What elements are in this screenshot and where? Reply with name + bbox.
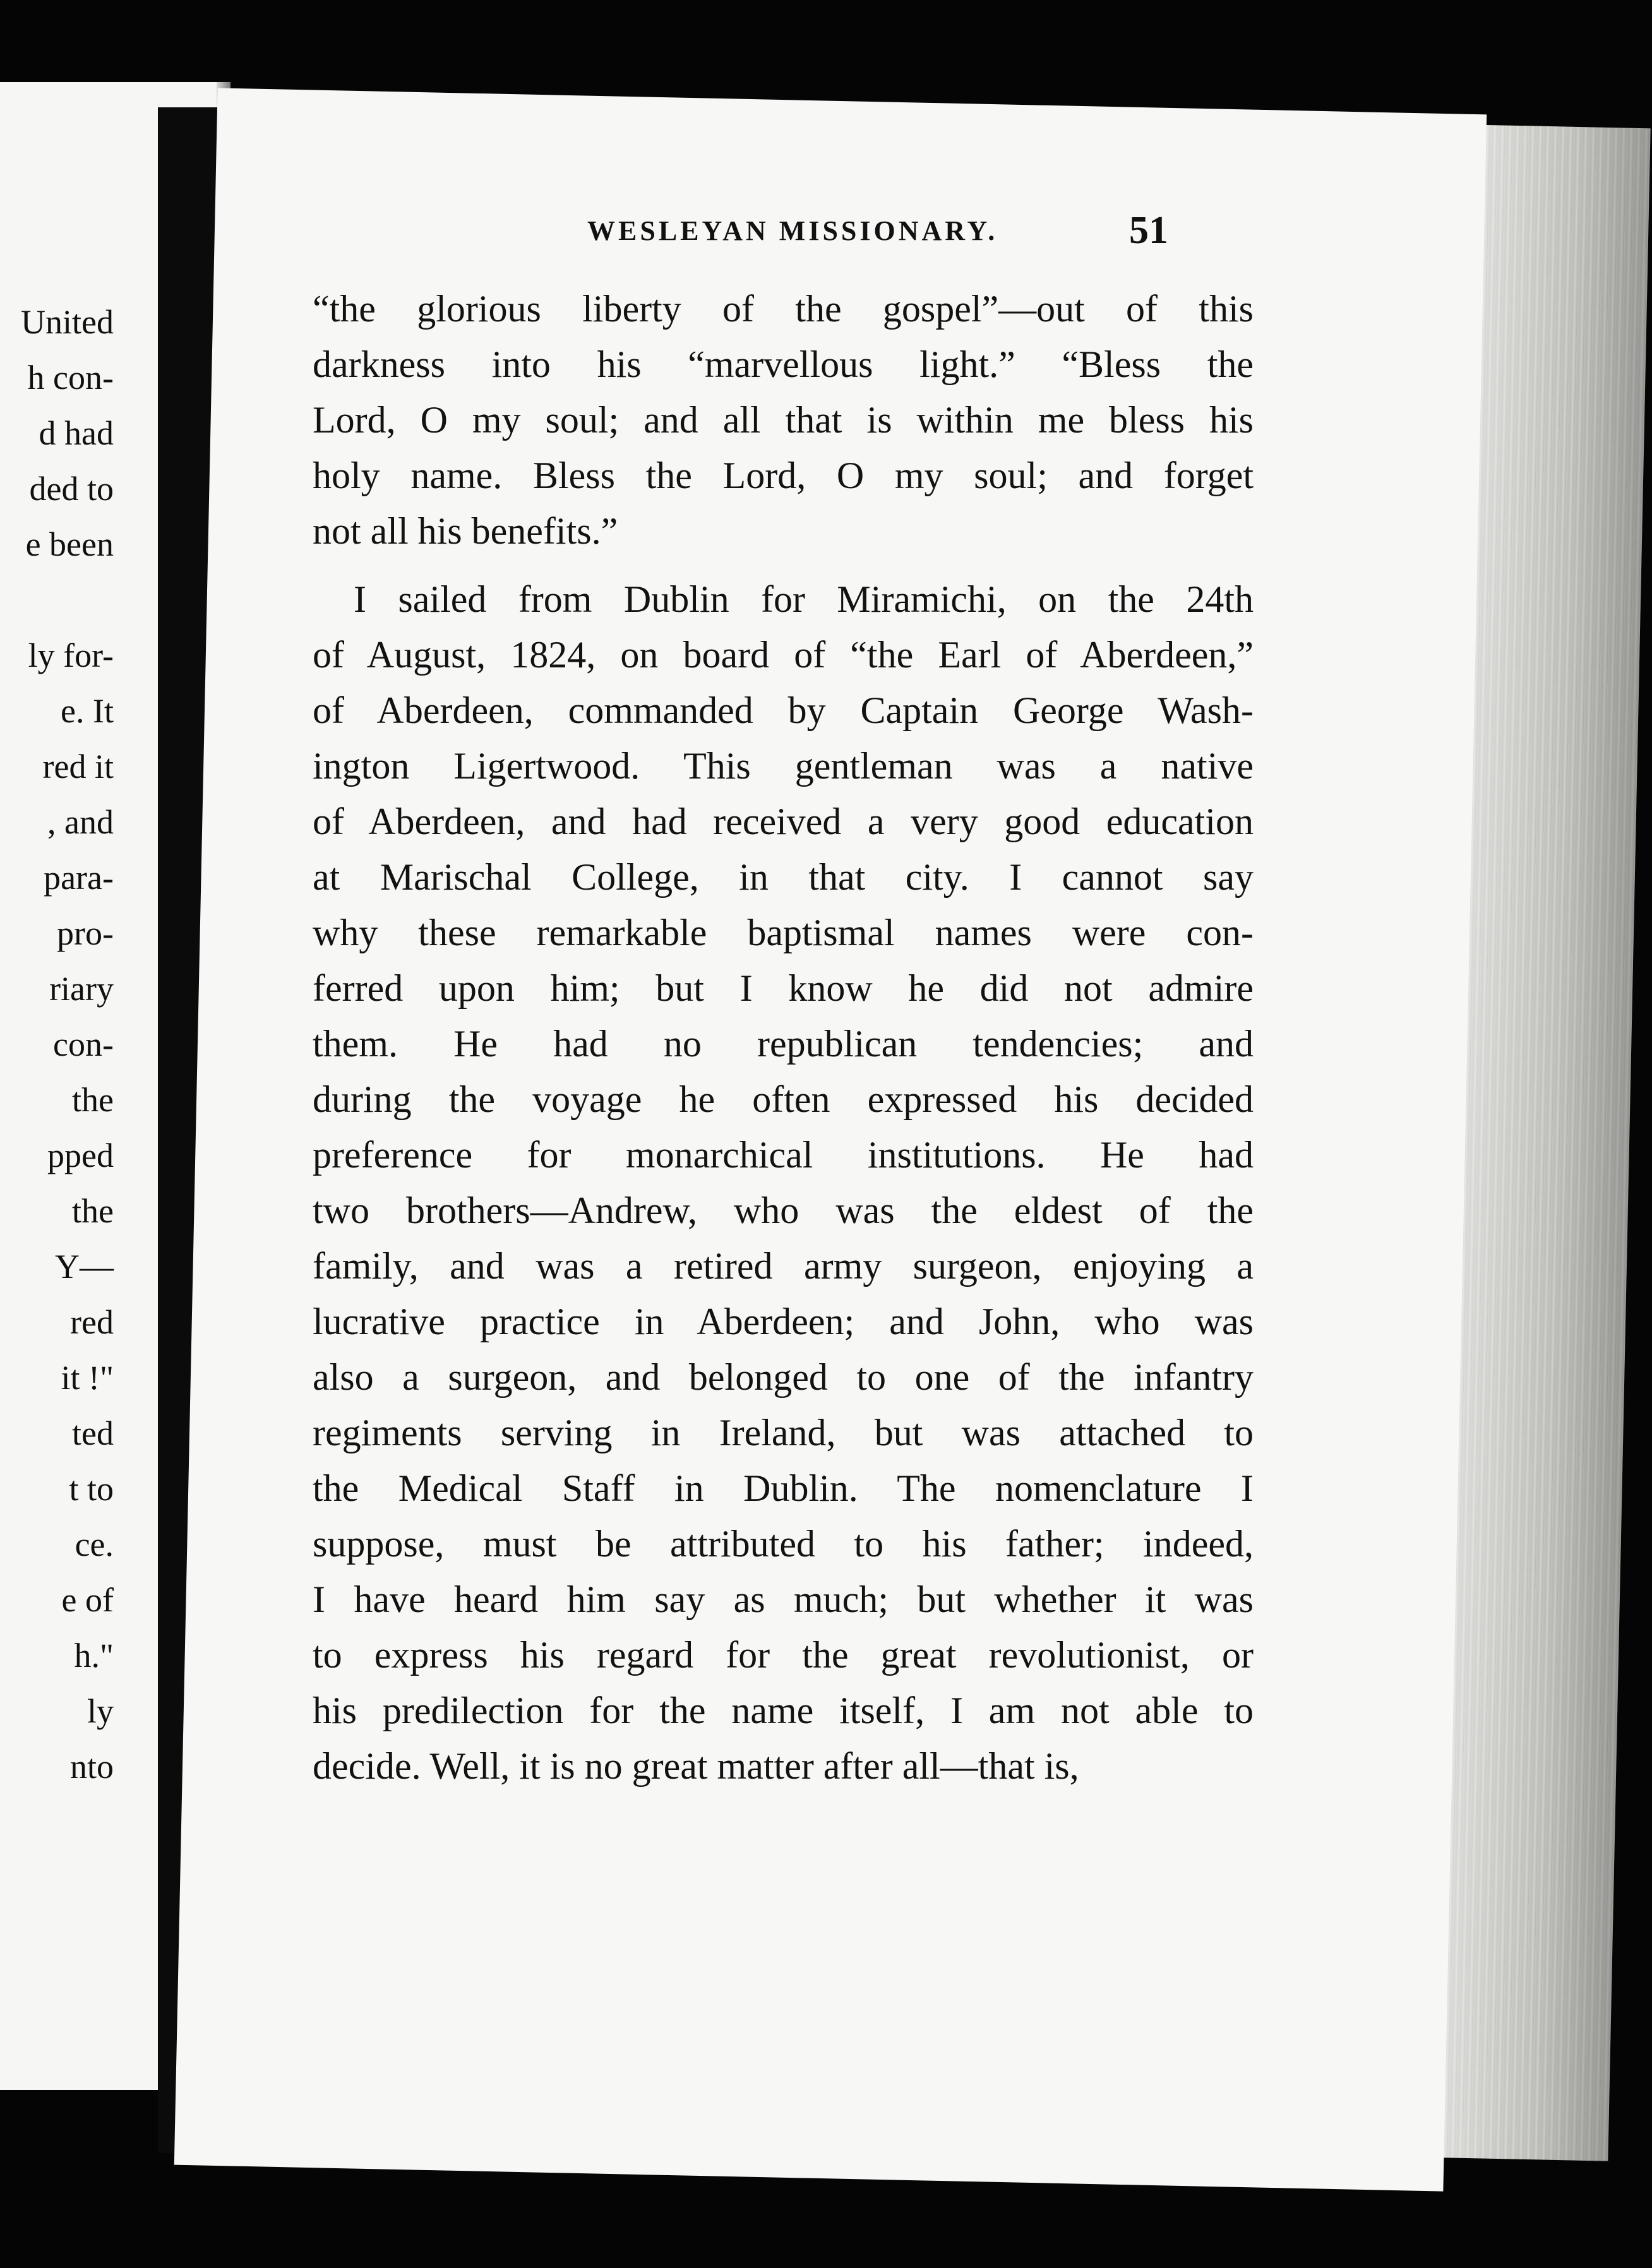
text-line: darkness into his “marvellous light.” “Bless the (313, 343, 1254, 385)
previous-page-line: e been (25, 525, 114, 563)
text-line: family, and was a retired army surgeon, enjoying a (313, 1245, 1254, 1287)
previous-page-line: e of (61, 1581, 114, 1619)
previous-page-line: e. It (61, 692, 114, 730)
previous-page-line: ded to (29, 470, 114, 508)
text-line: why these remarkable baptismal names were con- (313, 912, 1254, 953)
previous-page-line: h con- (27, 359, 114, 397)
text-line: also a surgeon, and belonged to one of the infantry (313, 1356, 1254, 1398)
text-line: at Marischal College, in that city. I cannot say (313, 856, 1254, 898)
previous-page-line: red (70, 1303, 114, 1341)
text-line: preference for monarchical institutions. He had (313, 1134, 1254, 1176)
running-head-title: WESLEYAN MISSIONARY. (587, 215, 998, 246)
text-line: not all his benefits.” (313, 510, 618, 552)
running-head (392, 208, 1212, 265)
text-line: his predilection for the name itself, I am not able to (313, 1690, 1254, 1731)
paragraph-gap (313, 559, 1254, 571)
previous-page-line: pped (47, 1137, 114, 1174)
text-line: during the voyage he often expressed his decided (313, 1078, 1254, 1120)
paragraph (313, 281, 1254, 559)
text-line: I sailed from Dublin for Miramichi, on the 24th (354, 578, 1254, 620)
previous-page-line: h." (74, 1637, 114, 1674)
previous-page-line: the (72, 1192, 114, 1230)
previous-page-line: con- (53, 1025, 114, 1063)
text-line: lucrative practice in Aberdeen; and John, who was (313, 1301, 1254, 1342)
text-line: to express his regard for the great revolutionist, or (313, 1634, 1254, 1676)
previous-page-line: , and (47, 803, 114, 841)
text-line: two brothers—Andrew, who was the eldest of the (313, 1190, 1254, 1231)
text-line: “the glorious liberty of the gospel”—out of this (313, 288, 1254, 330)
text-line: ferred upon him; but I know he did not admire (313, 967, 1254, 1009)
text-line: them. He had no republican tendencies; and (313, 1023, 1254, 1065)
previous-page-line: ce. (75, 1525, 114, 1563)
text-line: of Aberdeen, and had received a very good education (313, 801, 1254, 842)
page-body-text (313, 281, 1254, 1794)
previous-page-line: t to (69, 1470, 114, 1508)
previous-page-line: riary (49, 970, 114, 1008)
text-line: decide. Well, it is no great matter after all—that is, (313, 1745, 1079, 1787)
previous-page-line: the (72, 1081, 114, 1119)
text-line: of August, 1824, on board of “the Earl of Aberdeen,” (313, 634, 1254, 676)
previous-page-line: para- (44, 859, 114, 897)
text-line: regiments serving in Ireland, but was attached to (313, 1412, 1254, 1453)
previous-page-line: United (21, 303, 114, 341)
text-line: suppose, must be attributed to his father; indeed, (313, 1523, 1254, 1565)
previous-page-line: d had (39, 414, 114, 452)
previous-page-line: ly for- (28, 636, 114, 674)
page-number: 51 (1129, 209, 1168, 252)
previous-page-line: ly (87, 1692, 114, 1730)
previous-page-line: ted (72, 1414, 114, 1452)
previous-page-line: nto (69, 1748, 114, 1786)
text-line: of Aberdeen, commanded by Captain George Wash- (313, 689, 1254, 731)
paragraph (313, 571, 1254, 1794)
previous-page-line: red it (42, 748, 114, 785)
previous-page-line: pro- (57, 914, 114, 952)
text-line: the Medical Staff in Dublin. The nomenclature I (313, 1467, 1254, 1509)
previous-page-line: Y— (55, 1248, 114, 1286)
text-line: I have heard him say as much; but whether it was (313, 1579, 1254, 1620)
text-line: ington Ligertwood. This gentleman was a native (313, 745, 1254, 787)
previous-page-line: it !" (61, 1359, 114, 1397)
text-line: holy name. Bless the Lord, O my soul; and forget (313, 455, 1254, 496)
text-line: Lord, O my soul; and all that is within me bless his (313, 399, 1254, 441)
